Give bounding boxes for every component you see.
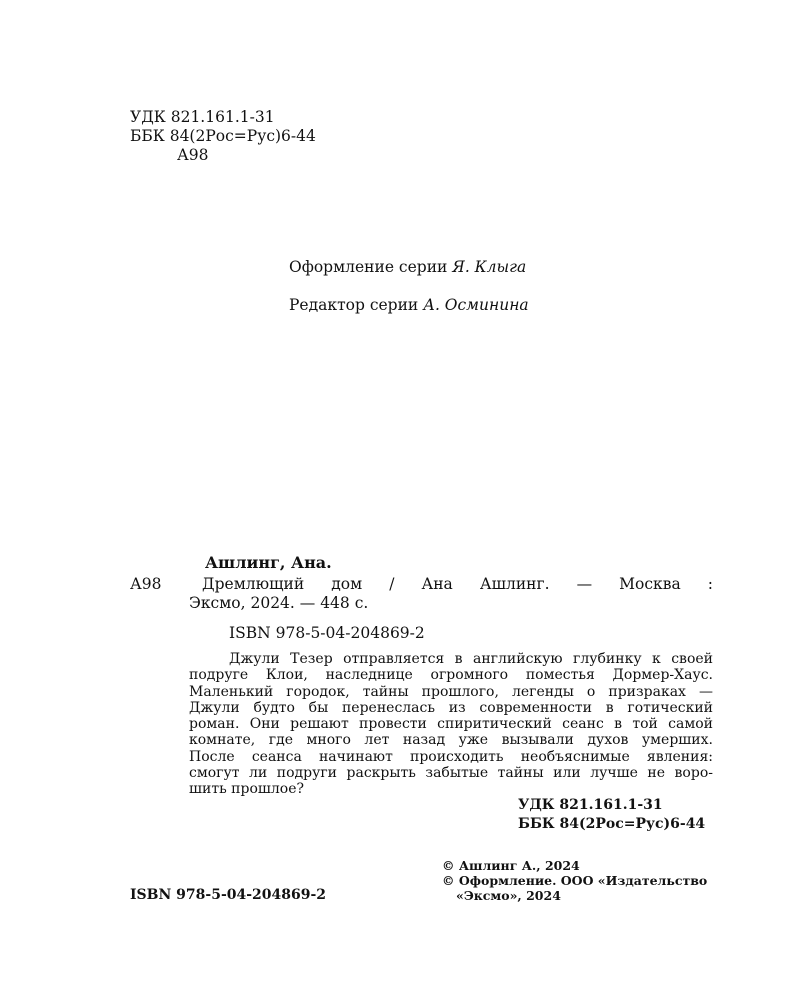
isbn-main: ISBN 978-5-04-204869-2 <box>229 624 425 642</box>
series-editor-credit <box>289 296 529 315</box>
annotation-line: После сеанса начинают происходить необъяснимые явления: <box>189 748 713 765</box>
series-design-label: Оформление серии <box>289 258 453 276</box>
annotation-line: подруге Клои, наследнице огромного поместья Дормер-Хаус. <box>189 667 713 684</box>
annotation-line: Маленький городок, тайны прошлого, легенды о призраках — <box>189 683 713 700</box>
author-heading: Ашлинг, Ана. <box>205 553 332 572</box>
annotation-line: Джули будто бы перенеслась из современности в готический <box>189 699 713 716</box>
series-editor-name: А. Осминина <box>423 296 529 314</box>
author-mark: А98 <box>177 146 209 164</box>
copyright-design: © Оформление. ООО «Издательство <box>442 873 708 888</box>
bib-title-line: Дремлющий дом / Ана Ашлинг. — Москва : <box>202 575 713 593</box>
bbk-code: ББК 84(2Рос=Рус)6-44 <box>130 127 316 145</box>
annotation-line: шить прошлое? <box>189 781 305 798</box>
annotation <box>189 651 713 798</box>
udk-code: УДК 821.161.1-31 <box>130 108 275 126</box>
bib-title-row <box>130 575 713 594</box>
bibliographic-record <box>130 575 713 613</box>
series-editor-label: Редактор серии <box>289 296 424 314</box>
bbk-code-bottom: ББК 84(2Рос=Рус)6-44 <box>518 816 706 832</box>
udk-code-bottom: УДК 821.161.1-31 <box>518 797 663 813</box>
isbn-bottom: ISBN 978-5-04-204869-2 <box>130 887 327 903</box>
series-design-name: Я. Клыга <box>452 258 527 276</box>
copyright-design-cont: «Эксмо», 2024 <box>456 888 561 903</box>
annotation-line: роман. Они решают провести спиритический сеанс в той самой <box>189 716 713 733</box>
series-design-credit <box>289 258 526 277</box>
bib-author-mark: А98 <box>130 575 162 593</box>
copyright-block <box>442 858 707 903</box>
catalog-codes-bottom <box>518 796 705 834</box>
copyright-author: © Ашлинг А., 2024 <box>442 858 580 873</box>
annotation-line: Джули Тезер отправляется в английскую глубинку к своей <box>229 651 713 667</box>
catalog-codes-top <box>130 108 316 165</box>
annotation-line: комнате, где много лет назад уже вызывали духов умерших. <box>189 732 713 749</box>
bib-publisher-line: Эксмо, 2024. — 448 с. <box>189 594 369 612</box>
annotation-line: смогут ли подруги раскрыть забытые тайны или лучше не воро- <box>189 765 713 782</box>
